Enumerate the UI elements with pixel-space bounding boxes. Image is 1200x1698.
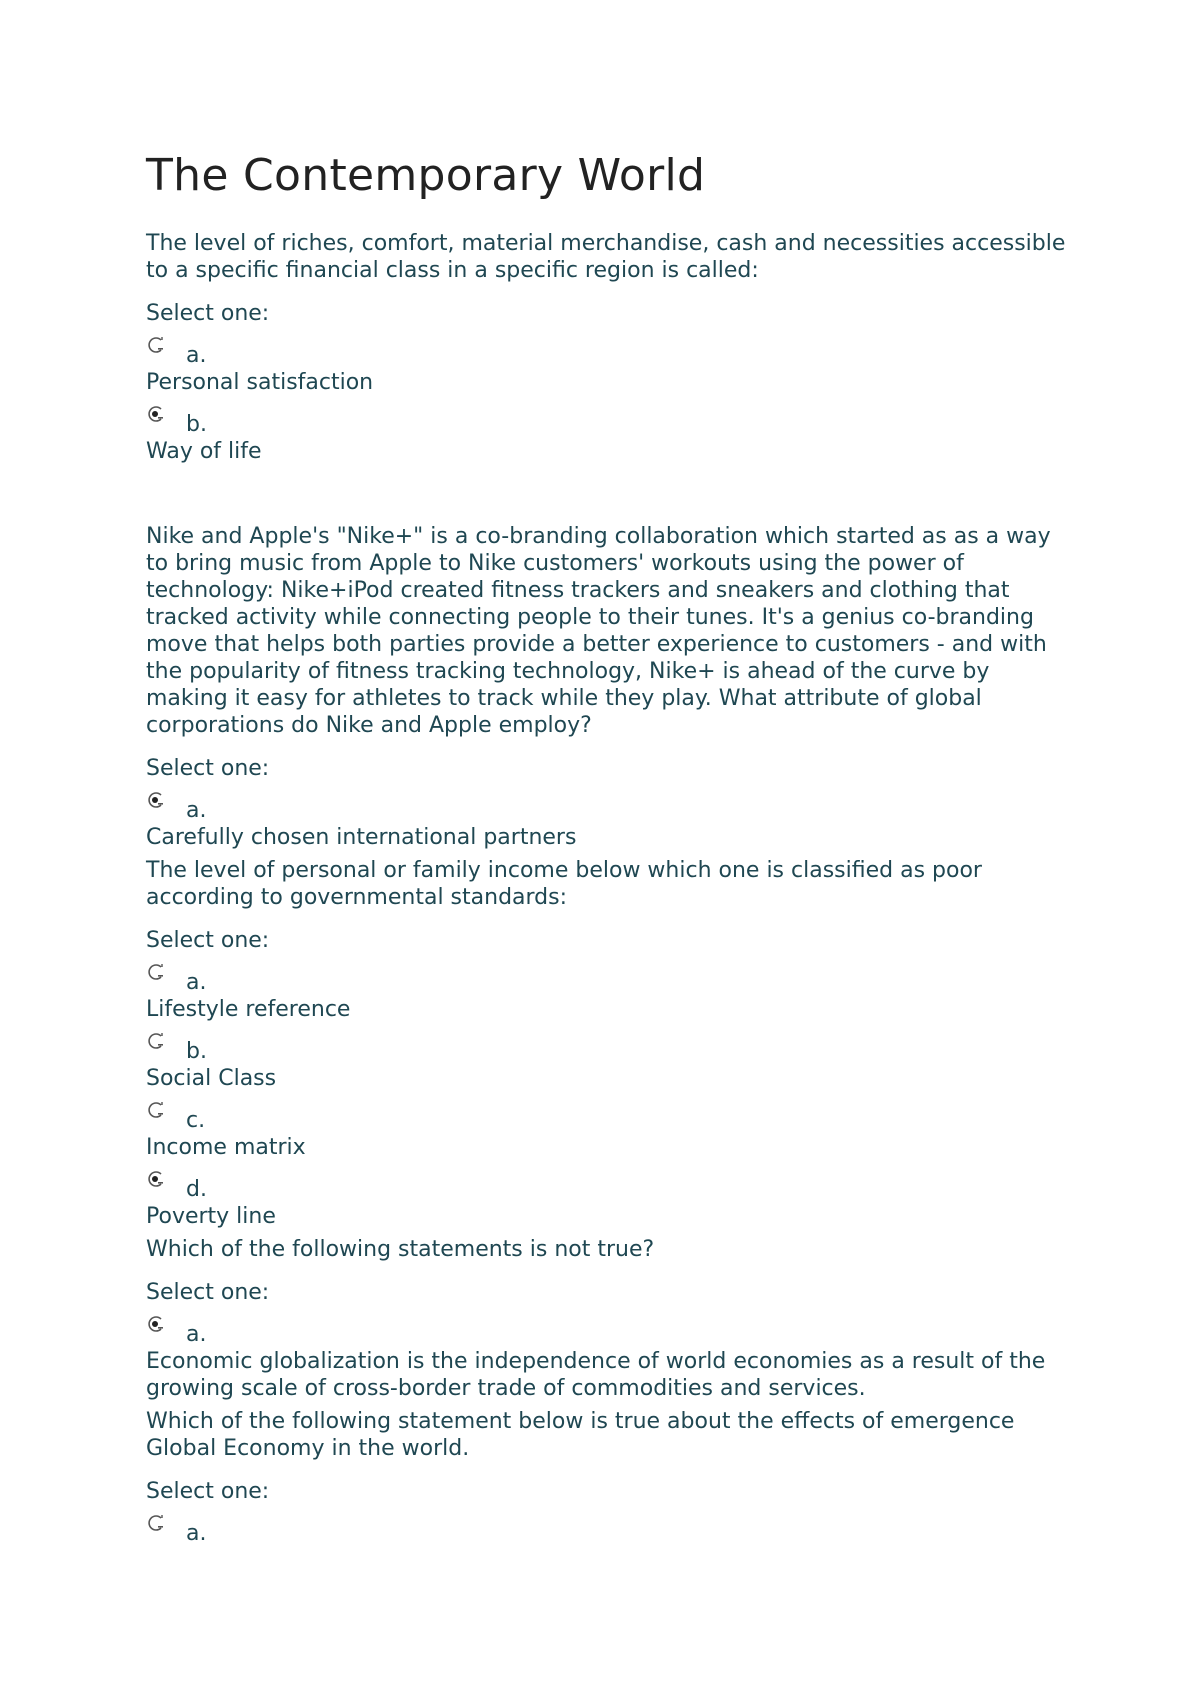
radio-unselected-icon[interactable] <box>146 1100 166 1120</box>
option-b[interactable] <box>146 1029 1076 1092</box>
option-text: Lifestyle reference <box>146 997 351 1022</box>
option-text: Income matrix <box>146 1135 306 1160</box>
question-5 <box>146 1408 1076 1547</box>
question-text: The level of personal or family income below which one is classified as poor according to governmental standards: <box>146 858 982 910</box>
option-text: Social Class <box>146 1066 277 1091</box>
question-text: Nike and Apple's "Nike+" is a co-branding collaboration which started as as a way to bring music from Apple to Nike customers' workouts using the power of technology: Nike+iPod created fitness trackers and sneakers and clothing that tracked activity while connecting people to their tunes. It's a genius co-branding move that helps both parties provide a better experience to customers - and with the popularity of fitness tracking technology, Nike+ is ahead of the curve by making it easy for athletes to track while they play. What attribute of global corporations do Nike and Apple employ? <box>146 524 1051 738</box>
radio-selected-icon[interactable] <box>146 404 166 424</box>
radio-selected-icon[interactable] <box>146 790 166 810</box>
option-a[interactable] <box>146 788 1076 851</box>
radio-unselected-icon[interactable] <box>146 335 166 355</box>
option-letter: a. <box>186 343 207 368</box>
option-letter: a. <box>186 970 207 995</box>
option-b[interactable] <box>146 402 1076 465</box>
select-one-label: Select one: <box>146 756 270 781</box>
option-a[interactable] <box>146 1312 1076 1402</box>
radio-unselected-icon[interactable] <box>146 1513 166 1533</box>
option-letter: a. <box>186 1521 207 1546</box>
option-text: Poverty line <box>146 1204 276 1229</box>
select-one-label: Select one: <box>146 1280 270 1305</box>
option-d[interactable] <box>146 1167 1076 1230</box>
option-a[interactable] <box>146 1511 1076 1547</box>
option-text: Personal satisfaction <box>146 370 374 395</box>
select-one-label: Select one: <box>146 1479 270 1504</box>
radio-unselected-icon[interactable] <box>146 1031 166 1051</box>
option-c[interactable] <box>146 1098 1076 1161</box>
option-letter: d. <box>186 1177 207 1202</box>
option-text: Economic globalization is the independence of world economies as a result of the growing scale of cross-border trade of commodities and services. <box>146 1349 1046 1401</box>
option-a[interactable] <box>146 333 1076 396</box>
document-page <box>146 146 1076 1547</box>
spacer <box>146 471 1076 523</box>
question-3 <box>146 857 1076 1230</box>
option-letter: a. <box>186 1322 207 1347</box>
option-letter: b. <box>186 1039 207 1064</box>
question-1 <box>146 230 1076 465</box>
question-4 <box>146 1236 1076 1402</box>
radio-selected-icon[interactable] <box>146 1314 166 1334</box>
option-letter: a. <box>186 798 207 823</box>
option-letter: b. <box>186 412 207 437</box>
option-text: Way of life <box>146 439 262 464</box>
select-one-label: Select one: <box>146 301 270 326</box>
question-text: Which of the following statements is not true? <box>146 1237 655 1262</box>
option-text: Carefully chosen international partners <box>146 825 577 850</box>
radio-selected-icon[interactable] <box>146 1169 166 1189</box>
select-one-label: Select one: <box>146 928 270 953</box>
question-text: Which of the following statement below is true about the effects of emergence Global Economy in the world. <box>146 1409 1015 1461</box>
page-title: The Contemporary World <box>146 150 706 201</box>
option-letter: c. <box>186 1108 206 1133</box>
radio-unselected-icon[interactable] <box>146 962 166 982</box>
question-text: The level of riches, comfort, material merchandise, cash and necessities accessible to a specific financial class in a specific region is called: <box>146 231 1066 283</box>
question-2 <box>146 523 1076 851</box>
option-a[interactable] <box>146 960 1076 1023</box>
